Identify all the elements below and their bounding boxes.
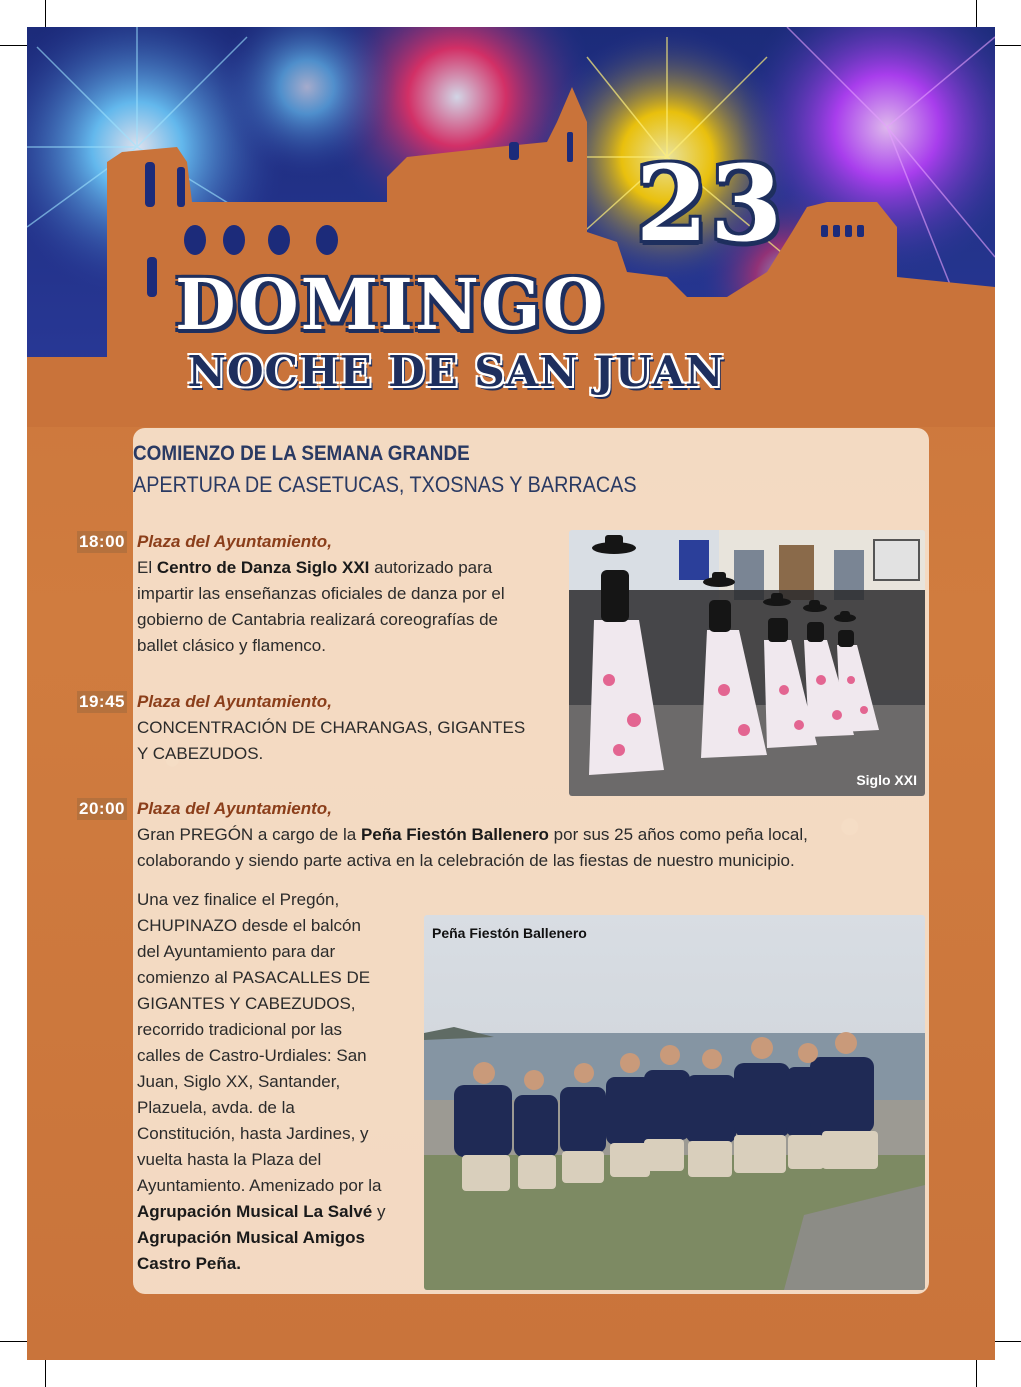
event-description-2000 [137,822,877,874]
event-text: autorizado para impartir las enseñanzas oficiales de danza por el gobierno de Cantabria realizará coreografías de ballet clásico y flamenco. [137,558,505,655]
day-name-title: DOMINGO [175,263,606,346]
event-text: El [137,558,157,577]
event-text-bold: Peña Fiestón Ballenero [360,825,549,844]
event-place-1945: Plaza del Ayuntamiento, [137,692,332,711]
pena-photo-caption: Peña Fiestón Ballenero [432,925,587,941]
event-description-1945: CONCENTRACIÓN DE CHARANGAS, GIGANTES Y CABEZUDOS. [137,718,526,763]
event-description-1800 [137,555,532,659]
event-text-bold: Agrupación Musical Amigos Castro Peña. [137,1228,365,1273]
event-text: Una vez finalice el Pregón, CHUPINAZO desde el balcón del Ayuntamiento para dar comienzo al PASACALLES DE GIGANTES Y CABEZUDOS, recorrido tradicional por las calles de Castro-Urdiales: San Juan, Siglo XX, Santander, Plazuela, avda. de la Constitución, hasta Jardines, y vuelta hasta la Plaza del Ayuntamiento. Amenizado por la [137,890,382,1195]
event-time-1945: 19:45 [79,692,125,711]
event-place-1800: Plaza del Ayuntamiento, [137,532,332,551]
event-text-bold: Agrupación Musical La Salvé [137,1202,373,1221]
poster-page [27,27,995,1360]
dance-photo-illustration [569,530,925,796]
crop-mark [45,1360,46,1387]
crop-mark [976,1360,977,1387]
night-subtitle: NOCHE DE SAN JUAN [187,347,725,396]
event-place-2000: Plaza del Ayuntamiento, [137,799,332,818]
event-time-1800: 18:00 [79,532,125,551]
event-text: por sus 25 años como peña local, colaborando y siendo parte activa en la celebración de las fiestas de nuestro municipio. [137,825,808,870]
dance-photo [569,530,925,796]
crop-mark [45,0,46,27]
section-subheading: APERTURA DE CASETUCAS, TXOSNAS Y BARRACAS [133,472,637,497]
dance-photo-caption: Siglo XXI [856,772,917,788]
day-number: 23 [635,142,785,265]
event-text: y [372,1202,386,1221]
event-pasacalles-description [137,887,387,1277]
event-time-2000: 20:00 [79,799,125,818]
section-heading: COMIENZO DE LA SEMANA GRANDE [133,442,470,465]
crop-mark [976,0,977,27]
event-text: Gran PREGÓN a cargo de la [137,825,361,844]
pena-photo [424,915,925,1290]
event-text-bold: Centro de Danza Siglo XXI [156,558,370,577]
pena-photo-illustration [424,915,925,1290]
crop-mark [0,45,27,46]
crop-mark [994,1341,1021,1342]
crop-mark [0,1341,27,1342]
crop-mark [994,45,1021,46]
